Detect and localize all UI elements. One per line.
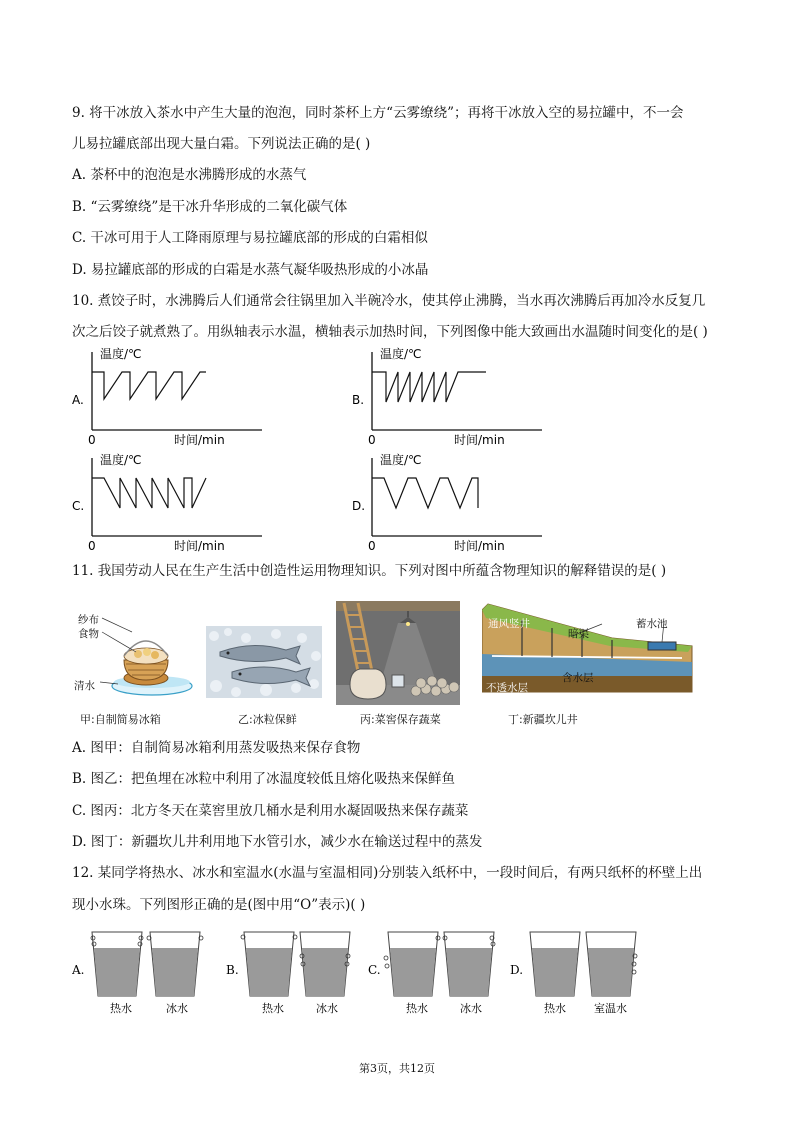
- page-footer: 第3页，共12页: [359, 1062, 435, 1075]
- q9-option-d: D. 易拉罐底部的形成的白霜是水蒸气凝华吸热形成的小冰晶: [72, 262, 429, 278]
- graph-a-curve: [92, 372, 206, 399]
- q12-option-c: [368, 926, 518, 1018]
- q10-stem-line2: 次之后饺子就煮熟了。用纵轴表示水温，横轴表示加热时间，下列图像中能大致画出水温随时间变化的是( ): [72, 324, 708, 340]
- graph-d-xlabel: 时间/min: [454, 539, 505, 553]
- graph-d-origin: 0: [368, 539, 376, 553]
- graph-b-origin: 0: [368, 433, 376, 447]
- q11-option-d: D. 图丁：新疆坎儿井利用地下水管引水，减少水在输送过程中的蒸发: [72, 834, 483, 850]
- fig-jia-label-food: 食物: [78, 628, 99, 640]
- q12-d-cup1-water: [532, 948, 578, 996]
- q10-graph-b: [352, 344, 552, 450]
- q12-c-cup2-water: [446, 948, 492, 996]
- q9-option-a: A. 茶杯中的泡泡是水沸腾形成的水蒸气: [72, 167, 307, 183]
- graph-b-ylabel: 温度/℃: [380, 347, 422, 361]
- graph-a-label: A.: [72, 393, 84, 407]
- graph-b-label: B.: [352, 393, 365, 407]
- q11-fig-yi-caption: 乙:冰粒保鲜: [238, 713, 297, 726]
- q12-d-cup2-water: [588, 948, 634, 996]
- water-bucket: [392, 675, 404, 687]
- q11-fig-yi: [206, 626, 322, 698]
- q12-c-cup1-water: [390, 948, 436, 996]
- fig-ding-label-shaft: 通风竖井: [488, 618, 530, 630]
- graph-d-label: D.: [352, 499, 366, 513]
- graph-c-label: C.: [72, 499, 85, 513]
- graph-a-xlabel: 时间/min: [174, 433, 225, 447]
- graph-a-origin: 0: [88, 433, 96, 447]
- fig-jia-label-gauze: 纱布: [78, 614, 99, 626]
- graph-a-ylabel: 温度/℃: [100, 347, 142, 361]
- reservoir: [648, 642, 676, 650]
- q12-d-cup1-label: 热水: [544, 1002, 566, 1015]
- q11-stem: 11. 我国劳动人民在生产生活中创造性运用物理知识。下列对图中所蕴含物理知识的解释错误的是( ): [72, 563, 667, 579]
- q9-stem-line1: 9. 将干冰放入茶水中产生大量的泡泡，同时茶杯上方“云雾缭绕”；再将干冰放入空的易拉罐中，不一会: [72, 105, 684, 121]
- q9-option-b: B. “云雾缭绕”是干冰升华形成的二氧化碳气体: [72, 199, 348, 215]
- fig-ding-label-impermeable: 不透水层: [486, 682, 528, 694]
- q11-fig-ding-caption: 丁:新疆坎儿井: [508, 713, 578, 726]
- graph-c-origin: 0: [88, 539, 96, 553]
- q12-b-cup1-water: [246, 948, 292, 996]
- water-jar: [350, 669, 386, 699]
- q12-option-a: [72, 926, 222, 1018]
- q11-option-a: A. 图甲：自制简易冰箱利用蒸发吸热来保存食物: [72, 740, 361, 756]
- q11-fig-bing-caption: 丙:菜窖保存蔬菜: [360, 713, 441, 726]
- q12-a-cup1-label: 热水: [110, 1002, 132, 1015]
- q11-fig-ding: [482, 596, 700, 694]
- q12-b-cup2-water: [302, 948, 348, 996]
- q11-fig-jia: [74, 598, 198, 706]
- q9-option-c: C. 干冰可用于人工降雨原理与易拉罐底部的形成的白霜相似: [72, 230, 428, 246]
- q10-graph-d: [352, 450, 552, 556]
- q12-option-b: [226, 926, 376, 1018]
- fig-ding-label-pool: 蓄水池: [636, 618, 668, 630]
- q12-b-cup2-label: 冰水: [316, 1002, 338, 1015]
- q12-c-label: C.: [368, 963, 381, 977]
- graph-d-curve: [372, 478, 478, 508]
- q11-option-b: B. 图乙：把鱼埋在冰粒中利用了冰温度较低且熔化吸热来保鲜鱼: [72, 771, 456, 787]
- q12-stem-line2: 现小水珠。下列图形正确的是(图中用“O”表示)( ): [72, 897, 366, 913]
- graph-c-curve: [92, 478, 206, 508]
- q12-a-cup2-water: [152, 948, 198, 996]
- q10-graph-a: [72, 344, 272, 450]
- graph-c-ylabel: 温度/℃: [100, 453, 142, 467]
- fig-jia-label-water: 清水: [74, 680, 95, 692]
- q10-graph-c: [72, 450, 272, 556]
- fig-ding-label-canal: 暗渠: [568, 628, 589, 640]
- q12-a-label: A.: [72, 963, 85, 977]
- q12-d-label: D.: [510, 963, 524, 977]
- q12-b-cup1-label: 热水: [262, 1002, 284, 1015]
- q11-fig-jia-caption: 甲:自制简易冰箱: [80, 713, 161, 726]
- q12-c-cup2-label: 冰水: [460, 1002, 482, 1015]
- q11-option-c: C. 图丙：北方冬天在菜窖里放几桶水是利用水凝固吸热来保存蔬菜: [72, 803, 469, 819]
- q12-a-cup1-water: [94, 948, 140, 996]
- q10-stem-line1: 10. 煮饺子时，水沸腾后人们通常会往锅里加入半碗冷水，使其停止沸腾，当水再次沸腾后再加冷水反复几: [72, 293, 706, 309]
- q12-option-d: [510, 926, 660, 1018]
- graph-b-xlabel: 时间/min: [454, 433, 505, 447]
- graph-d-ylabel: 温度/℃: [380, 453, 422, 467]
- q12-d-cup2-label: 室温水: [594, 1002, 627, 1015]
- fig-ding-label-aquifer: 含水层: [562, 672, 594, 684]
- graph-c-xlabel: 时间/min: [174, 539, 225, 553]
- q12-a-cup2-label: 冰水: [166, 1002, 188, 1015]
- q11-fig-bing: [336, 601, 460, 705]
- q12-c-cup1-label: 热水: [406, 1002, 428, 1015]
- q9-stem-line2: 儿易拉罐底部出现大量白霜。下列说法正确的是( ): [72, 136, 371, 152]
- q12-stem-line1: 12. 某同学将热水、冰水和室温水(水温与室温相同)分别装入纸杯中，一段时间后，有两只纸杯的杯壁上出: [72, 865, 703, 881]
- q12-b-label: B.: [226, 963, 239, 977]
- graph-b-curve: [372, 372, 486, 402]
